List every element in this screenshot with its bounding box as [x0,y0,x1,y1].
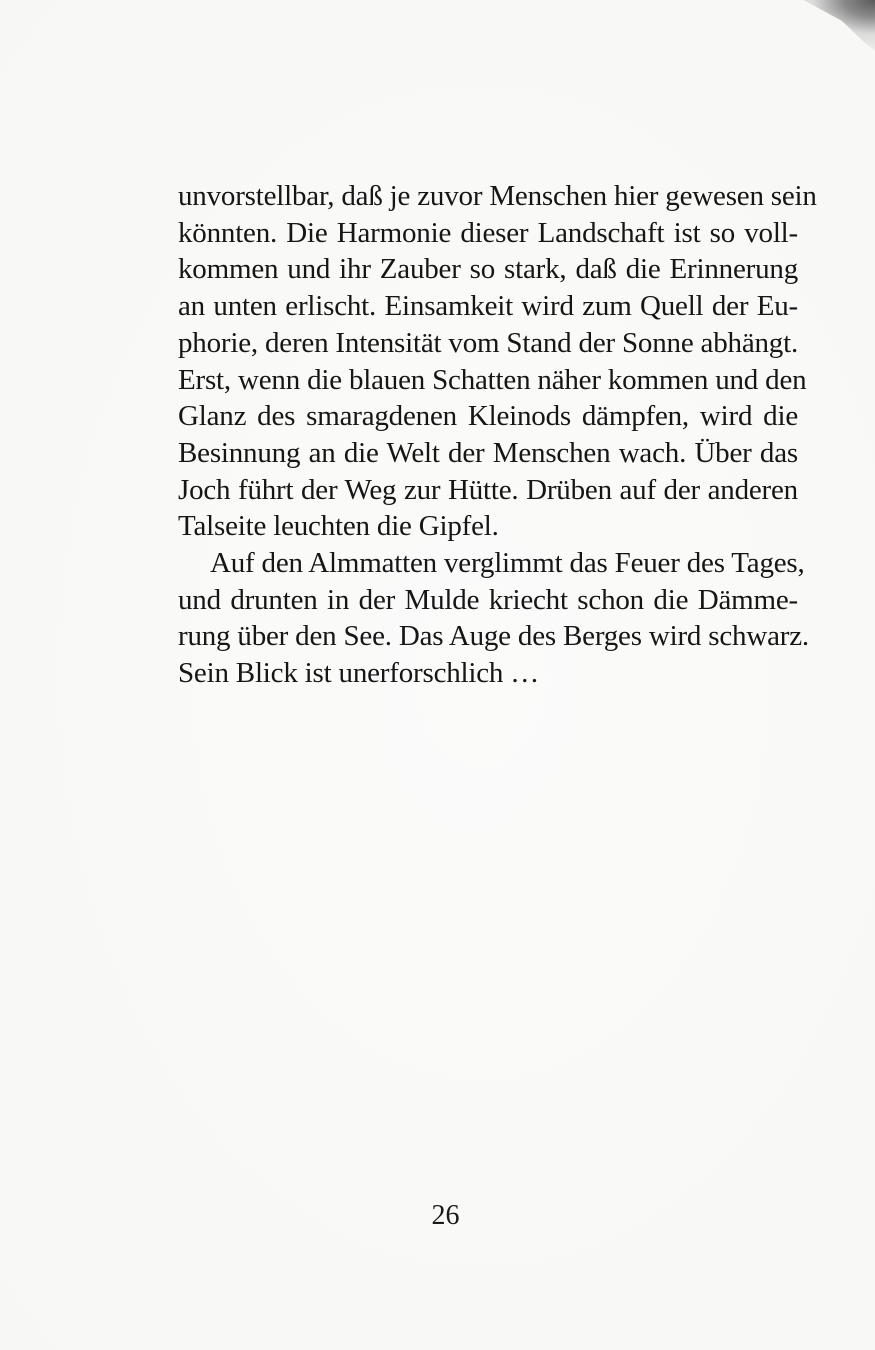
text-line: rung über den See. Das Auge des Berges wird schwarz. [178,620,809,653]
text-line: Erst, wenn die blauen Schatten näher kommen und den [178,363,807,396]
text-line: Glanz des smaragdenen Kleinods dämpfen, wird die [178,400,798,433]
text-line: und drunten in der Mulde kriecht schon die Dämme- [178,583,798,616]
page-corner-shadow [765,0,875,60]
page-number: 26 [431,1200,460,1231]
text-line: Joch führt der Weg zur Hütte. Drüben auf der anderen [178,473,798,506]
text-line: könnten. Die Harmonie dieser Landschaft ist so voll- [178,216,798,249]
text-line: kommen und ihr Zauber so stark, daß die Erinnerung [178,253,798,286]
text-line: phorie, deren Intensität vom Stand der Sonne abhängt. [178,326,798,359]
paragraph-1 [178,178,817,545]
paragraph-2 [178,545,809,692]
text-line: Sein Blick ist unerforschlich … [178,657,540,690]
text-line: Besinnung an die Welt der Menschen wach. Über das [178,436,798,469]
text-line: unvorstellbar, daß je zuvor Menschen hier gewesen sein [178,180,817,212]
body-text [178,178,817,692]
text-line: an unten erlischt. Einsamkeit wird zum Quell der Eu- [178,290,798,323]
text-line: Talseite leuchten die Gipfel. [178,510,499,543]
text-line: Auf den Almmatten verglimmt das Feuer des Tages, [210,547,805,580]
